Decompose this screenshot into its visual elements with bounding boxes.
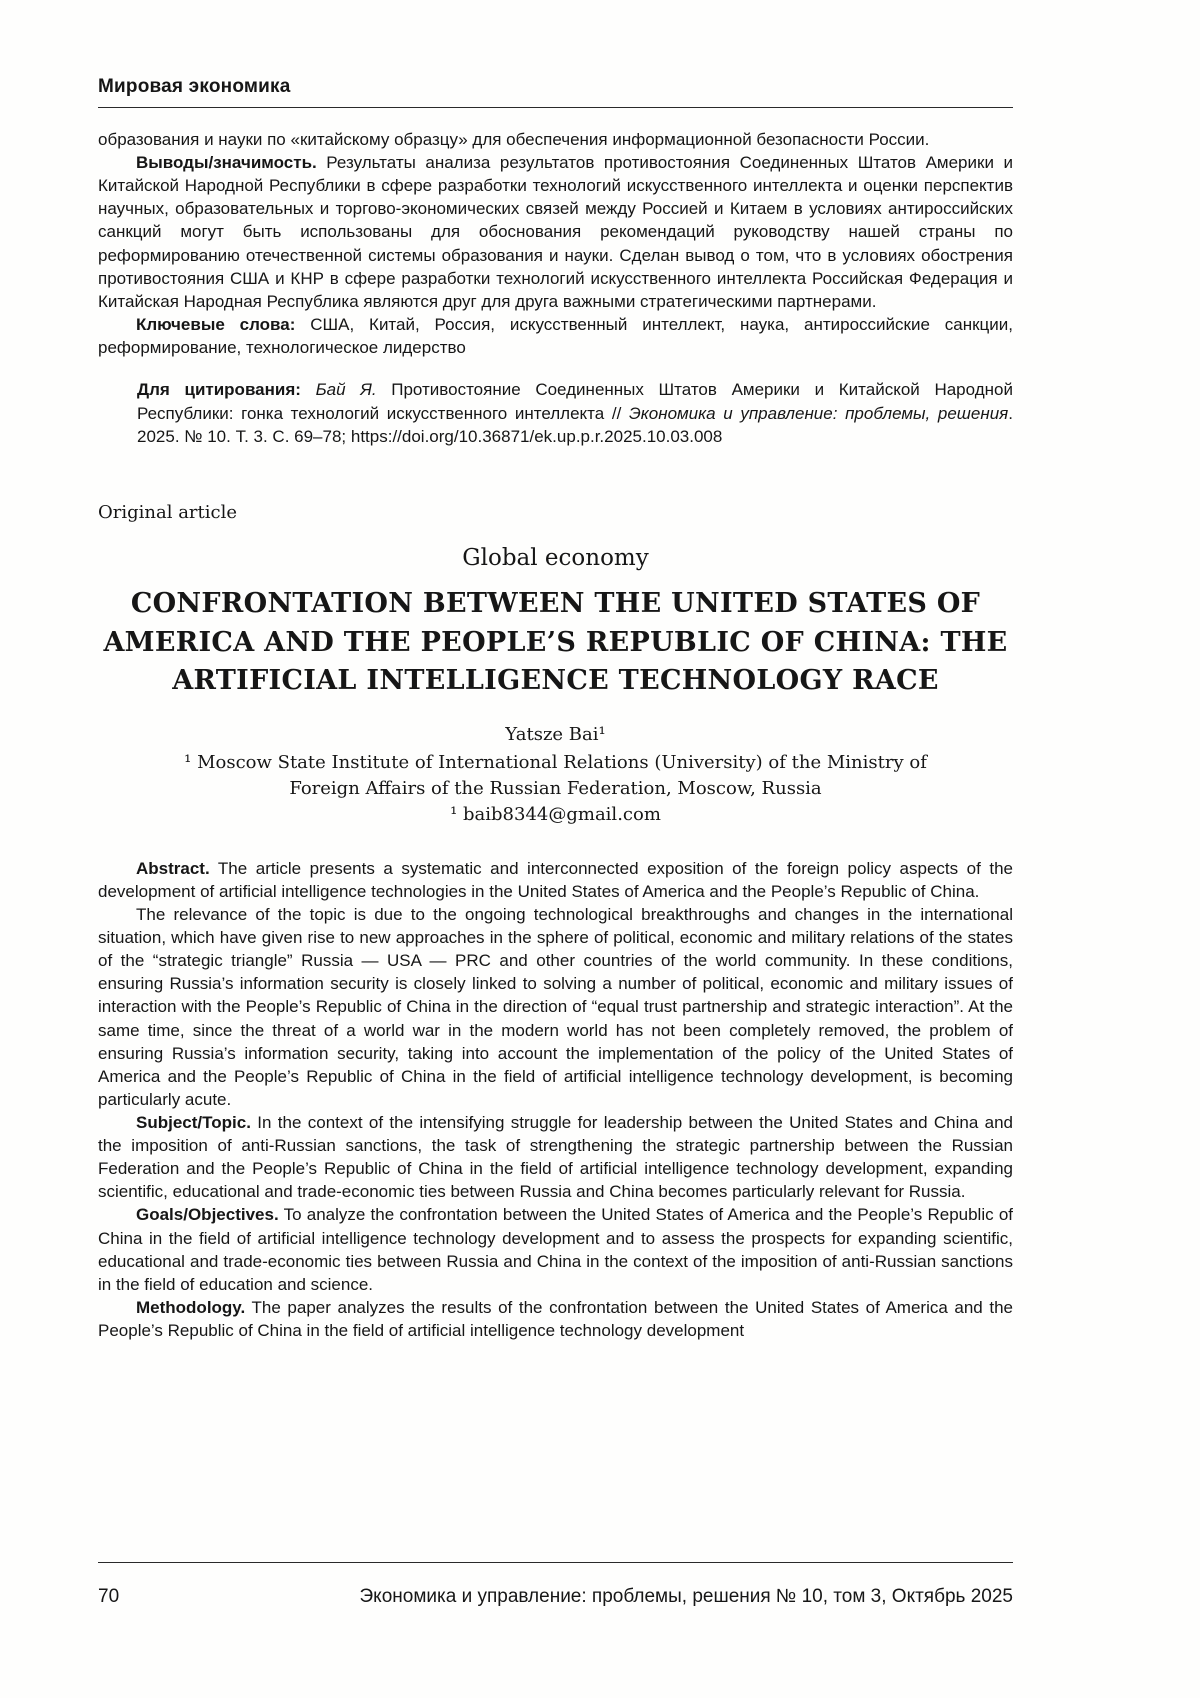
author-affiliation: ¹ Moscow State Institute of International Relations (University) of the Ministry of Foreign Affairs of the Russian Federation, Moscow, Russia [184,752,927,799]
citation-author: Бай Я. [315,380,377,400]
keywords-text: США, Китай, Россия, искусственный интеллект, наука, антироссийские санкции, реформирование, технологическое лидерство [98,314,1013,357]
article-author: Yatsze Bai¹ [505,724,606,746]
ru-continuation-paragraph: образования и науки по «китайскому образцу» для обеспечения информационной безопасности России. [98,130,930,149]
author-email: ¹ baib8344@gmail.com [450,803,661,825]
subject-label: Subject/Topic. [136,1113,251,1133]
footer-rule [98,1562,1013,1563]
citation-tail: . 2025. № 10. Т. 3. С. 69–78; https://doi.org/10.36871/ek.up.p.r.2025.10.03.008 [137,403,1013,446]
goals-paragraph [98,1203,1013,1295]
citation-block [137,378,1013,448]
abstract-text: The article presents a systematic and interconnected exposition of the foreign policy aspects of the development of artificial intelligence technologies in the United States of America and the People’s Republic of China. [98,858,1013,901]
goals-label: Goals/Objectives. [136,1205,279,1225]
footer-row [98,1586,1013,1608]
page-footer [98,1562,1013,1608]
methodology-text: The paper analyzes the results of the confrontation between the United States of America and the People’s Republic of China in the field of artificial intelligence technology development [98,1297,1013,1340]
article-type-label: Original article [98,502,238,524]
abstract-paragraph [98,857,1013,903]
conclusions-text: Результаты анализа результатов противостояния Соединенных Штатов Америки и Китайской Народной Республики в сфере разработки технологий искусственного интеллекта и оценки перспектив научных, образовательных и торгово-экономических связей между Россией и Китаем в условиях антироссийских санкций могут быть использованы для обоснования рекомендаций руководству нашей страны по реформированию отечественной системы образования и науки. Сделан вывод о том, что в условиях обострения противостояния США и КНР в сфере разработки технологий искусственного интеллекта Российская Федерация и Китайская Народная Республика являются друг для друга важными стратегическими партнерами. [98,153,1013,311]
goals-text: To analyze the confrontation between the United States of America and the People’s Republic of China in the field of artificial intelligence technology development and to assess the prospects for expanding scientific, educational and trade-economic ties between Russia and China in the context of the imposition of anti-Russian sanctions in the field of education and science. [98,1205,1013,1294]
conclusions-label: Выводы/значимость. [136,153,317,173]
citation-journal-name: Экономика и управление: проблемы, решения [628,403,1009,423]
subject-text: In the context of the intensifying struggle for leadership between the United States and China and the imposition of anti-Russian sanctions, the task of strengthening the strategic partnership between the Russian Federation and the People’s Republic of China in the field of artificial intelligence technology development, expanding scientific, educational and trade-economic ties between Russia and China becomes particularly relevant for Russia. [98,1113,1013,1202]
ru-conclusions-paragraph [98,151,1013,313]
english-abstract-block [98,857,1013,1342]
page-header [98,76,1013,108]
russian-abstract-block [98,128,1013,448]
ru-keywords-paragraph [98,313,1013,359]
methodology-label: Methodology. [136,1297,246,1317]
citation-label: Для цитирования: [137,380,301,400]
english-section-heading: Global economy [462,545,649,572]
methodology-paragraph [98,1296,1013,1342]
keywords-label: Ключевые слова: [136,314,296,334]
page-number: 70 [98,1586,120,1607]
english-title-block [98,502,1013,824]
footer-journal-line: Экономика и управление: проблемы, решения № 10, том 3, Октябрь 2025 [359,1586,1013,1607]
abstract-label: Abstract. [136,858,210,878]
subject-paragraph [98,1111,1013,1203]
article-title: CONFRONTATION BETWEEN THE UNITED STATES OF AMERICA AND THE PEOPLE’S REPUBLIC OF CHINA: THE ARTIFICIAL INTELLIGENCE TECHNOLOGY RACE [103,588,1008,697]
citation-body: Противостояние Соединенных Штатов Америки и Китайской Народной Республики: гонка технологий искусственного интеллекта // [137,380,1013,423]
header-rule [98,107,1013,108]
section-running-head: Мировая экономика [98,76,291,97]
relevance-paragraph: The relevance of the topic is due to the ongoing technological breakthroughs and changes in the international situation, which have given rise to new approaches in the sphere of political, economic and military relations of the states of the “strategic triangle” Russia — USA — PRC and other countries of the world community. In these conditions, ensuring Russia’s information security is closely linked to solving a number of political, economic and military issues of interaction with the People’s Republic of China in the direction of “equal trust partnership and strategic interaction”. At the same time, since the threat of a world war in the modern world has not been completely removed, the problem of ensuring Russia’s information security, taking into account the implementation of the policy of the United States of America and the People’s Republic of China in the field of artificial intelligence technology development, is becoming particularly acute. [98,905,1013,1109]
